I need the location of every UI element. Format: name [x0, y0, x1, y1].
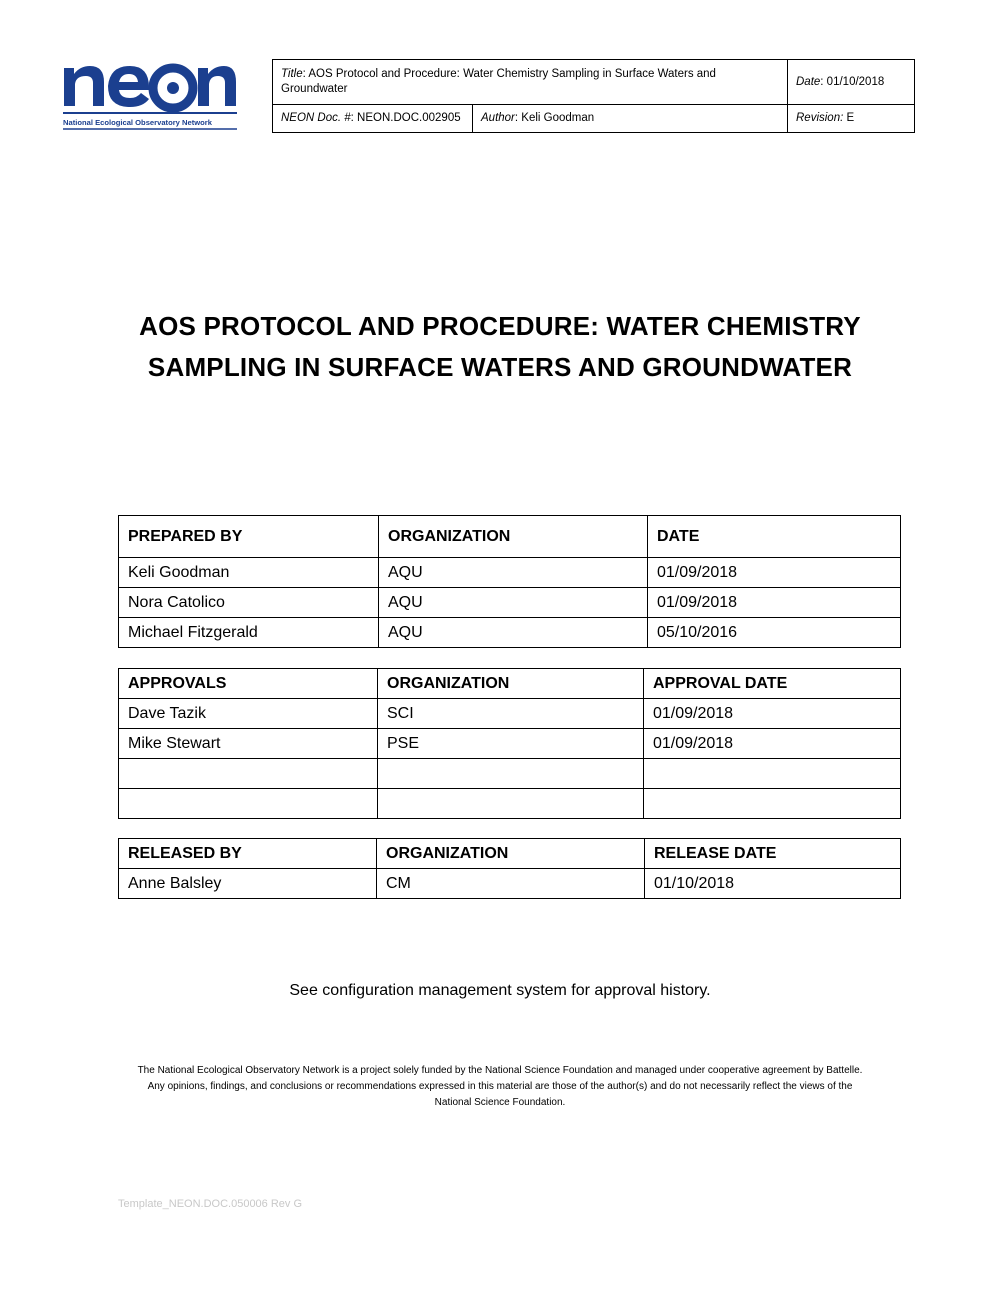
approver-organization — [378, 759, 644, 789]
disclaimer-line-2: Any opinions, findings, and conclusions or recommendations expressed in this material are those of the author(s) and do not necessarily reflect the views of the — [147, 1081, 853, 1092]
neon-logo — [60, 58, 240, 133]
preparer-name: Nora Catolico — [119, 588, 379, 618]
disclaimer-line-1: The National Ecological Observatory Network is a project solely funded by the National Science Foundation and managed under cooperative agreement by Battelle. — [137, 1065, 863, 1076]
releaser-name: Anne Balsley — [119, 869, 377, 899]
approver-name: Dave Tazik — [119, 699, 378, 729]
header-date-label: Date — [796, 75, 821, 88]
header-doc-value: : NEON.DOC.002905 — [350, 112, 461, 125]
approver-organization: SCI — [378, 699, 644, 729]
document-title-line-1: AOS PROTOCOL AND PROCEDURE: WATER CHEMISTRY — [139, 311, 861, 341]
table-header: APPROVALS — [119, 669, 378, 699]
approvals-table — [118, 668, 901, 819]
config-management-note: See configuration management system for approval history. — [289, 982, 711, 999]
release-date: 01/10/2018 — [645, 869, 901, 899]
header-doc-label: NEON Doc. # — [281, 112, 351, 125]
preparer-organization: AQU — [379, 558, 648, 588]
preparer-date: 01/09/2018 — [648, 558, 901, 588]
approval-date: 01/09/2018 — [644, 699, 901, 729]
logo-tagline: National Ecological Observatory Network — [63, 118, 212, 127]
header-revision-cell — [788, 105, 915, 133]
approver-organization — [378, 789, 644, 819]
approval-date — [644, 759, 901, 789]
table-header: PREPARED BY — [119, 516, 379, 558]
table-header: ORGANIZATION — [378, 669, 644, 699]
table-header: DATE — [648, 516, 901, 558]
approver-name: Mike Stewart — [119, 729, 378, 759]
header-date-cell — [788, 60, 915, 105]
released-by-table — [118, 838, 901, 899]
funding-disclaimer — [110, 1063, 890, 1111]
table-header: RELEASE DATE — [645, 839, 901, 869]
header-revision-label: Revision: — [796, 112, 844, 125]
preparer-name: Keli Goodman — [119, 558, 379, 588]
header-author-value: : Keli Goodman — [514, 112, 595, 125]
disclaimer-line-3: National Science Foundation. — [434, 1097, 566, 1108]
header-author-cell — [473, 105, 788, 133]
approver-name — [119, 759, 378, 789]
table-row — [119, 869, 901, 899]
preparer-name: Michael Fitzgerald — [119, 618, 379, 648]
table-header: ORGANIZATION — [377, 839, 645, 869]
table-header: RELEASED BY — [119, 839, 377, 869]
table-row — [119, 699, 901, 729]
preparer-organization: AQU — [379, 588, 648, 618]
table-header: ORGANIZATION — [379, 516, 648, 558]
table-row — [119, 618, 901, 648]
header-doc-cell — [273, 105, 473, 133]
table-row — [119, 729, 901, 759]
preparer-organization: AQU — [379, 618, 648, 648]
table-row — [119, 558, 901, 588]
document-title — [100, 306, 900, 388]
template-id: Template_NEON.DOC.050006 Rev G — [118, 1198, 303, 1210]
approval-date — [644, 789, 901, 819]
approval-date: 01/09/2018 — [644, 729, 901, 759]
approver-organization: PSE — [378, 729, 644, 759]
approver-name — [119, 789, 378, 819]
prepared-by-table — [118, 515, 901, 648]
table-row — [119, 759, 901, 789]
header-title-value: : AOS Protocol and Procedure: Water Chemistry Sampling in Surface Waters and Groundwater — [281, 68, 716, 96]
neon-logo-icon — [60, 58, 240, 133]
header-author-label: Author — [481, 112, 515, 125]
table-row — [119, 789, 901, 819]
header-revision-value: E — [843, 112, 855, 125]
header-title-cell — [273, 60, 788, 105]
table-header: APPROVAL DATE — [644, 669, 901, 699]
preparer-date: 01/09/2018 — [648, 588, 901, 618]
document-title-line-2: SAMPLING IN SURFACE WATERS AND GROUNDWATER — [147, 352, 853, 382]
preparer-date: 05/10/2016 — [648, 618, 901, 648]
releaser-organization: CM — [377, 869, 645, 899]
header-title-label: Title — [281, 68, 303, 81]
document-header-table — [272, 59, 915, 133]
table-row — [119, 588, 901, 618]
header-date-value: : 01/10/2018 — [820, 75, 885, 88]
